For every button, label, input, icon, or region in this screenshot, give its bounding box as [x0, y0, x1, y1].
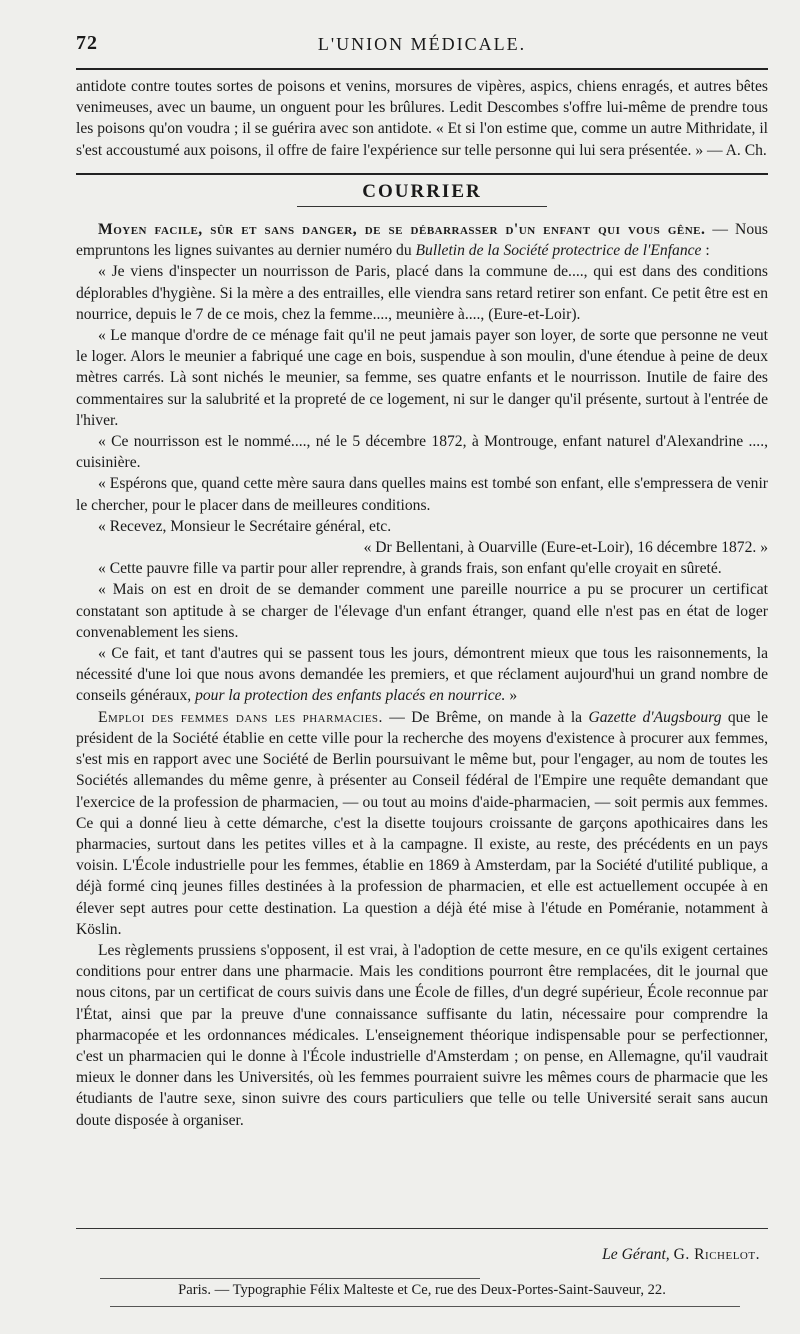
footer-rule [76, 1228, 768, 1229]
emploi-text-a: — De Brême, on mande à la [382, 708, 589, 726]
lead-text-b: : [701, 242, 710, 260]
imprint-top-rule [100, 1278, 480, 1279]
commentary-paragraph-1: « Cette pauvre fille va partir pour aller reprendre, à grands frais, son enfant qu'elle croyait en sûreté. [98, 560, 722, 578]
commentary-paragraph-2: « Mais on est en droit de se demander comment une pareille nourrice a pu se procurer un certificat constatant son aptitude à se charger de l'élevage d'un enfant étranger, quand elle n'est pas en état de loger convenablement les siens. [76, 581, 768, 641]
page-number: 72 [76, 32, 98, 54]
letter-signature: « Dr Bellentani, à Ouarville (Eure-et-Loir), 16 décembre 1872. » [363, 539, 768, 557]
section-title-underline [297, 206, 547, 207]
emploi-paragraph [76, 707, 768, 940]
letter-paragraph-3: « Ce nourrisson est le nommé...., né le 5 décembre 1872, à Montrouge, enfant naturel d'Alexandrine ...., cuisinière. [76, 433, 768, 472]
header-rule [76, 68, 768, 70]
running-head: L'UNION MÉDICALE. [317, 34, 527, 54]
intro-paragraph: antidote contre toutes sortes de poisons et venins, morsures de vipères, aspics, chiens enragés, et autres bêtes venimeuses, avec un baume, un onguent pour les brûlures. Ledit Descombes s'offre lui-même de prendre tous les poisons qu'on voudra ; il se guérira avec son antidote. « Et si l'on estime que, comme un autre Mithridate, il s'est accoustumé aux poisons, il offre de faire l'expérience sur telle personne qui lui sera présentée. » — A. Ch. [76, 78, 768, 159]
section-rule [76, 173, 768, 175]
commentary-text-b: » [505, 687, 518, 705]
emploi-title: Emploi des femmes dans les pharmacies. [98, 708, 383, 726]
emploi-italic: Gazette d'Augsbourg [588, 708, 722, 726]
lead-paragraph [76, 219, 768, 261]
commentary-italic: pour la protection des enfants placés en nourrice. [195, 687, 506, 705]
gerant-name: G. Richelot. [673, 1246, 760, 1263]
letter-paragraph-5: « Recevez, Monsieur le Secrétaire général, etc. [98, 517, 392, 535]
lead-title: Moyen facile, sûr et sans danger, de se débarrasser d'un enfant qui vous gêne. [98, 221, 706, 239]
printer-imprint: Paris. — Typographie Félix Malteste et Ce, rue des Deux-Portes-Saint-Sauveur, 22. [178, 1282, 666, 1298]
imprint-bottom-rule [110, 1306, 740, 1307]
letter-paragraph-2: « Le manque d'ordre de ce ménage fait qu'il ne peut jamais payer son loyer, de sorte que personne ne veut le loger. Alors le meunier a fabriqué une cage en bois, suspendue à son moulin, d'une étendue à peine de deux mètres carrés. Là sont nichés le meunier, sa femme, ses quatre enfants et le nourrisson. Inutile de faire des commentaires sur la salubrité et la propreté de ce logement, ni sur le danger qu'il présente, surtout à l'entrée de l'hiver. [76, 327, 768, 429]
gerant-label: Le Gérant, [602, 1246, 670, 1263]
page-header [76, 30, 768, 60]
commentary-paragraph-3 [76, 643, 768, 707]
letter-paragraph-4: « Espérons que, quand cette mère saura dans quelles mains est tombé son enfant, elle s'empressera de venir le chercher, pour le placer dans de meilleures conditions. [76, 475, 768, 514]
letter-paragraph-1: « Je viens d'inspecter un nourrisson de Paris, placé dans la commune de...., qui est dans des conditions déplorables d'hygiène. Si la mère a des entrailles, elle viendra sans retard retirer son enfant. Ce petit être est en nourrice, depuis le 7 de ce mois, chez la femme...., meunière à...., (Eure-et-Loir). [76, 263, 768, 323]
gerant-line [602, 1246, 760, 1264]
commentary-text-a: « Ce fait, et tant d'autres qui se passent tous les jours, démontrent mieux que tous les raisonnements, la nécessité d'une loi que nous avons demandée les premiers, et que réclament aujourd'hui un grand nombre de conseils généraux, [76, 645, 768, 705]
section-title: COURRIER [362, 180, 482, 202]
reglements-paragraph: Les règlements prussiens s'opposent, il est vrai, à l'adoption de cette mesure, en ce qu'ils exigent certaines conditions pour entrer dans une pharmacie. Mais les conditions pourront être remplacées, dit le journal que nous citons, par un certificat de cours suivis dans une École de filles, d'un degré supérieur, École reconnue par l'État, ainsi que par la preuve d'une connaissance suffisante du latin, nécessaire pour comprendre la pharmacopée et les ordonnances médicales. L'enseignement théorique indispensable pour se perfectionner, c'est un pharmacien qui le donne à l'École industrielle d'Amsterdam ; on pense, en Allemagne, qu'il vaudrait mieux le donner dans les Universités, où les femmes pourraient suivre les mêmes cours de pharmacie que les étudiants de l'autre sexe, sinon suivre des cours particuliers que telle ou telle Université serait sans aucun doute disposée à organiser. [76, 941, 768, 1129]
page-content [76, 76, 768, 1131]
emploi-text-b: que le président de la Société établie en cette ville pour la recherche des moyens d'existence à procurer aux femmes, s'est mis en rapport avec une Société de Berlin poursuivant le même but, pour l'engager, au nom de toutes les Sociétés allemandes du même genre, à présenter au Conseil fédéral de l'Empire une requête demandant que l'exercice de la profession de pharmacien, — ou tout au moins d'aide-pharmacien, — soit permis aux femmes. Ce qui a donné lieu à cette démarche, c'est la disette toujours croissante de garçons apothicaires dans les pharmacies, surtout dans les petites villes et à la campagne. Il existe, au reste, des précédents en un pays voisin. L'École industrielle pour les femmes, établie en 1869 à Amsterdam, par la Société d'utilité publique, a déjà formé cinq jeunes filles destinées à la profession de pharmacien, et elle est actuellement occupée à en élever sept autres pour cette destination. La question a déjà été mise à l'étude en Poméranie, notamment à Köslin. [76, 708, 769, 938]
lead-italic: Bulletin de la Société protectrice de l'Enfance [415, 242, 702, 260]
lead-text-a: — Nous empruntons les lignes suivantes au dernier numéro du [76, 221, 768, 260]
